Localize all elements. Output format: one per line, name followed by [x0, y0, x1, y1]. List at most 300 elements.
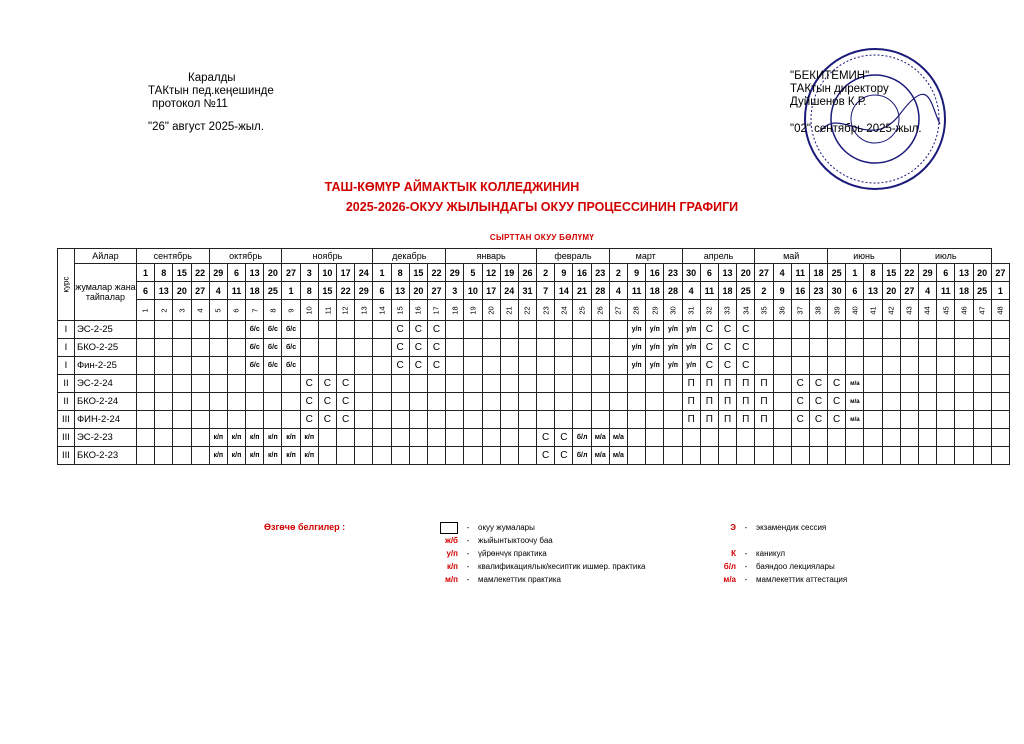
week-number-label: 28	[632, 305, 642, 315]
schedule-cell	[155, 393, 173, 411]
week-end-cell: 11	[937, 282, 955, 300]
schedule-cell	[391, 375, 409, 393]
schedule-cell: б/с	[282, 321, 300, 339]
week-number-label: 45	[941, 305, 951, 315]
schedule-cell	[464, 375, 482, 393]
schedule-cell	[700, 429, 718, 447]
week-number-cell	[609, 300, 627, 321]
schedule-cell	[391, 393, 409, 411]
week-start-cell: 6	[700, 264, 718, 282]
week-number-label: 13	[359, 305, 369, 315]
schedule-cell	[537, 375, 555, 393]
week-start-cell: 13	[955, 264, 973, 282]
schedule-cell	[537, 411, 555, 429]
schedule-cell	[446, 339, 464, 357]
schedule-cell	[791, 339, 809, 357]
schedule-cell: С	[427, 339, 445, 357]
group-cell: БКО-2-25	[74, 339, 136, 357]
week-number-cell	[518, 300, 536, 321]
group-cell: Фин-2-25	[74, 357, 136, 375]
schedule-cell	[191, 393, 209, 411]
legend-text: үйрөнчүк практика	[478, 549, 547, 558]
months-header: Айлар	[74, 249, 136, 264]
schedule-cell	[136, 447, 154, 465]
schedule-cell	[573, 375, 591, 393]
schedule-cell	[755, 321, 773, 339]
week-number-label: 11	[322, 306, 332, 314]
schedule-cell	[646, 447, 664, 465]
schedule-cell	[991, 447, 1009, 465]
week-end-cell: 13	[155, 282, 173, 300]
week-end-cell: 28	[591, 282, 609, 300]
schedule-cell	[864, 411, 882, 429]
schedule-cell	[555, 357, 573, 375]
schedule-cell: С	[318, 393, 336, 411]
schedule-cell	[700, 447, 718, 465]
schedule-cell	[919, 375, 937, 393]
week-end-cell: 11	[628, 282, 646, 300]
schedule-cell: С	[409, 339, 427, 357]
week-number-cell	[191, 300, 209, 321]
schedule-cell	[809, 321, 827, 339]
schedule-cell	[482, 393, 500, 411]
schedule-cell	[991, 429, 1009, 447]
week-start-cell: 9	[555, 264, 573, 282]
week-number-label: 5	[213, 307, 223, 313]
schedule-cell	[427, 447, 445, 465]
week-number-cell	[591, 300, 609, 321]
schedule-cell: П	[700, 375, 718, 393]
week-start-cell: 8	[155, 264, 173, 282]
schedule-cell	[937, 447, 955, 465]
schedule-cell	[427, 375, 445, 393]
schedule-cell: П	[682, 375, 700, 393]
schedule-cell: м/а	[591, 447, 609, 465]
legend-text: баяндоо лекциялары	[756, 562, 835, 571]
week-start-cell: 6	[937, 264, 955, 282]
schedule-cell: к/п	[264, 429, 282, 447]
schedule-cell	[573, 411, 591, 429]
schedule-cell	[300, 321, 318, 339]
schedule-cell	[955, 375, 973, 393]
schedule-cell	[882, 321, 900, 339]
legend-code: к/п	[446, 562, 458, 571]
week-end-cell: 3	[446, 282, 464, 300]
week-number-cell	[737, 300, 755, 321]
schedule-cell	[682, 447, 700, 465]
schedule-cell	[664, 375, 682, 393]
table-row	[58, 321, 1010, 339]
week-number-label: 38	[813, 305, 823, 315]
schedule-cell	[591, 321, 609, 339]
schedule-cell	[173, 447, 191, 465]
week-start-cell: 8	[864, 264, 882, 282]
schedule-cell	[209, 375, 227, 393]
week-number-cell	[864, 300, 882, 321]
title-line2: 2025-2026-ОКУУ ЖЫЛЫНДАГЫ ОКУУ ПРОЦЕССИНИН ГРАФИГИ	[345, 200, 739, 214]
schedule-cell	[518, 447, 536, 465]
week-start-cell: 13	[718, 264, 736, 282]
schedule-cell: С	[791, 375, 809, 393]
legend-text: экзамендик сессия	[756, 523, 827, 532]
schedule-cell	[973, 321, 991, 339]
schedule-cell	[991, 321, 1009, 339]
schedule-cell: С	[537, 447, 555, 465]
week-number-cell	[391, 300, 409, 321]
week-number-label: 48	[995, 305, 1005, 315]
schedule-cell	[518, 411, 536, 429]
week-number-cell	[246, 300, 264, 321]
schedule-cell	[427, 429, 445, 447]
week-number-cell	[700, 300, 718, 321]
week-number-label: 24	[559, 305, 569, 315]
schedule-cell	[518, 429, 536, 447]
legend-text: окуу жумалары	[478, 523, 535, 533]
schedule-cell	[227, 357, 245, 375]
schedule-cell	[919, 393, 937, 411]
schedule-cell	[900, 375, 918, 393]
schedule-cell	[846, 339, 864, 357]
week-number-cell	[828, 300, 846, 321]
week-number-label: 22	[522, 305, 532, 315]
schedule-cell	[609, 411, 627, 429]
schedule-cell	[209, 321, 227, 339]
week-number-label: 36	[777, 305, 787, 315]
schedule-cell: С	[337, 411, 355, 429]
schedule-cell	[955, 321, 973, 339]
schedule-cell	[791, 321, 809, 339]
schedule-cell	[809, 357, 827, 375]
week-start-cell: 27	[755, 264, 773, 282]
week-number-cell	[482, 300, 500, 321]
week-number-label: 25	[577, 305, 587, 315]
legend-dash: -	[744, 575, 748, 584]
week-end-cell: 30	[828, 282, 846, 300]
schedule-cell: С	[718, 339, 736, 357]
schedule-cell	[427, 393, 445, 411]
legend-item	[428, 561, 645, 573]
week-number-cell	[282, 300, 300, 321]
schedule-cell: С	[337, 375, 355, 393]
legend-dash: -	[744, 562, 748, 571]
schedule-cell: к/п	[209, 429, 227, 447]
schedule-cell	[464, 411, 482, 429]
approval-left-block	[148, 72, 348, 134]
schedule-cell	[446, 393, 464, 411]
schedule-cell	[919, 321, 937, 339]
schedule-cell	[555, 411, 573, 429]
schedule-cell: С	[300, 393, 318, 411]
schedule-cell	[718, 447, 736, 465]
week-end-cell: 20	[409, 282, 427, 300]
schedule-cell: у/п	[682, 321, 700, 339]
schedule-cell	[191, 357, 209, 375]
schedule-cell	[464, 357, 482, 375]
week-start-cell: 25	[828, 264, 846, 282]
schedule-cell: П	[755, 411, 773, 429]
month-header: июль	[900, 249, 991, 264]
schedule-cell	[955, 357, 973, 375]
table-row	[58, 375, 1010, 393]
schedule-cell	[227, 321, 245, 339]
month-header: декабрь	[373, 249, 446, 264]
schedule-cell	[955, 429, 973, 447]
week-start-cell: 8	[391, 264, 409, 282]
schedule-cell	[482, 447, 500, 465]
schedule-cell	[773, 357, 791, 375]
week-start-cell: 9	[628, 264, 646, 282]
week-number-cell	[264, 300, 282, 321]
approval-right-line1: "БЕКИТЕМИН"	[790, 70, 870, 82]
schedule-cell	[409, 393, 427, 411]
week-start-cell: 5	[464, 264, 482, 282]
schedule-cell	[355, 411, 373, 429]
week-number-label: 39	[832, 305, 842, 315]
schedule-cell	[828, 429, 846, 447]
schedule-cell: П	[700, 411, 718, 429]
schedule-cell	[555, 375, 573, 393]
schedule-cell	[791, 357, 809, 375]
schedule-cell	[591, 375, 609, 393]
schedule-cell	[373, 393, 391, 411]
schedule-cell: у/п	[664, 339, 682, 357]
schedule-cell	[646, 375, 664, 393]
month-header: ноябрь	[282, 249, 373, 264]
week-end-cell: 22	[337, 282, 355, 300]
week-end-cell: 23	[809, 282, 827, 300]
legend-text: мамлекеттик практика	[478, 575, 561, 584]
schedule-cell	[900, 339, 918, 357]
schedule-cell	[937, 321, 955, 339]
week-end-cell: 13	[864, 282, 882, 300]
week-start-cell: 12	[482, 264, 500, 282]
legend-code: м/п	[445, 575, 458, 584]
schedule-cell	[973, 393, 991, 411]
week-number-cell	[464, 300, 482, 321]
department-label: СЫРТТАН ОКУУ БӨЛҮМҮ	[489, 233, 595, 242]
schedule-cell: к/п	[209, 447, 227, 465]
schedule-cell	[628, 447, 646, 465]
schedule-cell	[173, 357, 191, 375]
week-start-cell: 1	[373, 264, 391, 282]
schedule-cell: С	[409, 357, 427, 375]
schedule-cell	[537, 393, 555, 411]
schedule-cell	[864, 447, 882, 465]
schedule-cell	[518, 339, 536, 357]
schedule-cell	[227, 339, 245, 357]
week-end-cell: 18	[955, 282, 973, 300]
group-cell: ФИН-2-24	[74, 411, 136, 429]
schedule-cell: б/л	[573, 429, 591, 447]
week-number-label: 41	[868, 305, 878, 315]
week-number-cell	[846, 300, 864, 321]
schedule-cell	[282, 393, 300, 411]
schedule-cell	[664, 447, 682, 465]
group-cell: ЭС-2-24	[74, 375, 136, 393]
week-start-row	[58, 264, 1010, 282]
table-row	[58, 429, 1010, 447]
schedule-cell	[937, 393, 955, 411]
schedule-cell: С	[828, 375, 846, 393]
schedule-cell	[537, 321, 555, 339]
schedule-cell	[628, 393, 646, 411]
schedule-cell	[555, 339, 573, 357]
schedule-cell: к/п	[227, 429, 245, 447]
week-number-cell	[173, 300, 191, 321]
week-end-cell: 6	[136, 282, 154, 300]
schedule-cell	[555, 393, 573, 411]
schedule-cell	[955, 447, 973, 465]
schedule-cell	[737, 429, 755, 447]
table-row	[58, 447, 1010, 465]
schedule-cell	[318, 321, 336, 339]
schedule-cell	[900, 447, 918, 465]
legend-item	[428, 574, 561, 586]
schedule-cell	[409, 429, 427, 447]
schedule-cell	[482, 411, 500, 429]
week-number-label: 46	[959, 305, 969, 315]
schedule-cell	[136, 339, 154, 357]
schedule-cell: С	[718, 357, 736, 375]
week-end-cell: 27	[427, 282, 445, 300]
week-end-cell: 4	[209, 282, 227, 300]
schedule-cell: б/с	[246, 339, 264, 357]
schedule-cell	[773, 393, 791, 411]
week-end-cell: 8	[300, 282, 318, 300]
week-start-cell: 11	[791, 264, 809, 282]
schedule-cell	[136, 393, 154, 411]
schedule-cell	[427, 411, 445, 429]
week-end-cell: 4	[609, 282, 627, 300]
schedule-cell: П	[755, 375, 773, 393]
week-number-row	[58, 300, 1010, 321]
schedule-cell	[846, 447, 864, 465]
week-number-cell	[446, 300, 464, 321]
kurs-cell: I	[58, 357, 75, 375]
legend-item	[706, 574, 847, 586]
legend-dash: -	[466, 523, 470, 533]
schedule-cell	[355, 429, 373, 447]
week-end-cell: 10	[464, 282, 482, 300]
month-header: октябрь	[209, 249, 282, 264]
week-number-label: 30	[668, 305, 678, 315]
schedule-cell	[155, 321, 173, 339]
schedule-cell	[191, 321, 209, 339]
week-end-cell: 25	[264, 282, 282, 300]
schedule-cell	[500, 339, 518, 357]
kurs-header	[58, 249, 75, 321]
schedule-cell: к/п	[264, 447, 282, 465]
legend-text: каникул	[756, 549, 786, 558]
schedule-cell	[755, 357, 773, 375]
week-end-cell: 1	[282, 282, 300, 300]
schedule-cell	[282, 375, 300, 393]
schedule-cell	[337, 429, 355, 447]
schedule-cell	[937, 411, 955, 429]
week-number-cell	[955, 300, 973, 321]
schedule-cell	[591, 393, 609, 411]
week-number-label: 17	[432, 305, 442, 315]
legend-dash: -	[466, 549, 470, 558]
week-number-label: 33	[723, 305, 733, 315]
month-header: март	[609, 249, 682, 264]
schedule-cell	[391, 429, 409, 447]
schedule-cell: П	[718, 411, 736, 429]
schedule-cell	[973, 375, 991, 393]
schedule-cell	[464, 429, 482, 447]
week-end-cell: 20	[173, 282, 191, 300]
schedule-cell	[409, 447, 427, 465]
schedule-cell: С	[791, 411, 809, 429]
schedule-cell: С	[391, 357, 409, 375]
week-number-label: 9	[286, 307, 296, 313]
kurs-cell: II	[58, 375, 75, 393]
schedule-cell	[864, 393, 882, 411]
schedule-cell: С	[427, 357, 445, 375]
week-number-cell	[755, 300, 773, 321]
week-end-cell: 27	[191, 282, 209, 300]
weeks-header: жумалар жана тайпалар	[74, 264, 136, 321]
study-week-box-icon	[440, 522, 458, 534]
schedule-cell	[755, 339, 773, 357]
schedule-cell: С	[700, 321, 718, 339]
schedule-cell	[209, 411, 227, 429]
week-start-cell: 15	[882, 264, 900, 282]
schedule-cell	[518, 321, 536, 339]
schedule-cell: к/п	[246, 429, 264, 447]
week-number-cell	[355, 300, 373, 321]
week-number-label: 44	[923, 305, 933, 315]
schedule-cell: С	[737, 321, 755, 339]
schedule-cell	[173, 429, 191, 447]
table-row	[58, 339, 1010, 357]
week-end-cell: 18	[718, 282, 736, 300]
week-end-cell: 1	[991, 282, 1009, 300]
legend-dash: -	[744, 549, 748, 558]
schedule-cell	[628, 375, 646, 393]
approval-left-line3: протокол №11	[152, 98, 228, 110]
schedule-cell: к/п	[282, 447, 300, 465]
schedule-cell	[955, 393, 973, 411]
week-end-cell: 6	[373, 282, 391, 300]
schedule-cell: м/а	[609, 429, 627, 447]
week-number-label: 29	[650, 305, 660, 315]
schedule-cell: у/п	[628, 339, 646, 357]
week-number-label: 4	[195, 307, 205, 313]
schedule-cell: П	[718, 393, 736, 411]
legend-text: мамлекеттик аттестация	[756, 575, 848, 584]
schedule-cell	[591, 357, 609, 375]
week-number-cell	[318, 300, 336, 321]
schedule-cell	[264, 375, 282, 393]
schedule-cell	[646, 429, 664, 447]
schedule-cell	[246, 393, 264, 411]
schedule-cell	[864, 339, 882, 357]
schedule-cell	[373, 375, 391, 393]
schedule-cell	[591, 339, 609, 357]
week-number-cell	[227, 300, 245, 321]
schedule-cell	[646, 393, 664, 411]
schedule-cell	[191, 339, 209, 357]
approval-right-date: "02" сентябрь 2025-жыл.	[790, 123, 922, 135]
schedule-cell	[191, 447, 209, 465]
schedule-cell	[937, 429, 955, 447]
kurs-header-label: курс	[61, 276, 71, 293]
week-start-cell: 1	[136, 264, 154, 282]
week-number-cell	[373, 300, 391, 321]
week-start-cell: 16	[646, 264, 664, 282]
schedule-cell	[264, 411, 282, 429]
